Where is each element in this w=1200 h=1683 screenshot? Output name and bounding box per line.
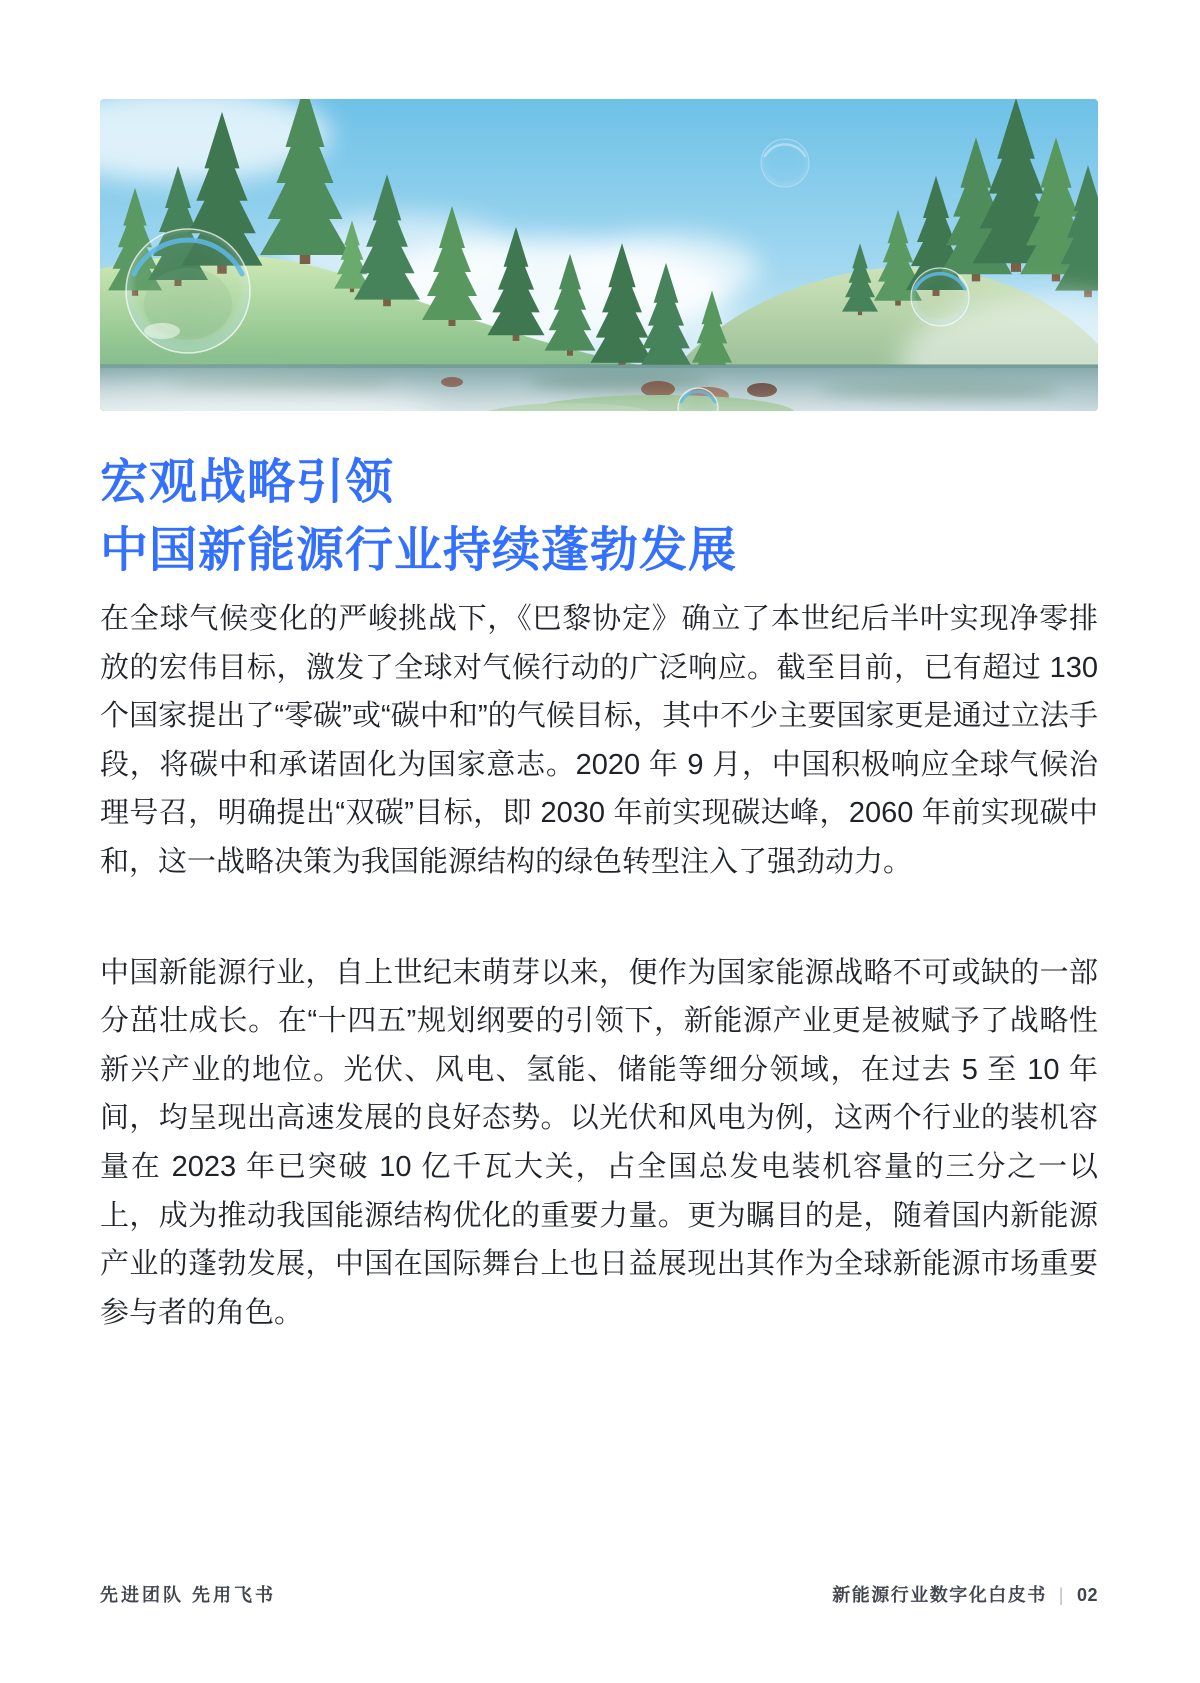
bubble-top [761,139,809,187]
page-footer [100,1581,1098,1607]
footer-slogan: 先进团队 先用飞书 [100,1585,277,1605]
footer-right [832,1581,1098,1607]
paragraph-industry-growth: 中国新能源行业，自上世纪末萌芽以来，便作为国家能源战略不可或缺的一部分茁壮成长。在“十四五”规划纲要的引领下，新能源产业更是被赋予了战略性新兴产业的地位。光伏、风电、氢能、储能等细分领域，在过去 5 至 10 年间，均呈现出高速发展的良好态势。以光伏和风电为例，这两个行业的装机容量在 2023 年已突破 10 亿千瓦大关，占全国总发电装机容量的三分之一以上，成为推动我国能源结构优化的重要力量。更为瞩目的是，随着国内新能源产业的蓬勃发展，中国在国际舞台上也日益展现出其作为全球新能源市场重要参与者的角色。 [100,956,1098,1329]
bubble-right [911,268,969,326]
article-body [100,449,1098,1337]
paragraph-climate-goals: 在全球气候变化的严峻挑战下，《巴黎协定》确立了本世纪后半叶实现净零排放的宏伟目标，激发了全球对气候行动的广泛响应。截至目前，已有超过 130 个国家提出了“零碳”或“碳中和”的气候目标，其中不少主要国家更是通过立法手段，将碳中和承诺固化为国家意志。2020 年 9 月，中国积极响应全球气候治理号召，明确提出“双碳”目标，即 2030 年前实现碳达峰，2060 年前实现碳中和，这一战略决策为我国能源结构的绿色转型注入了强劲动力。 [100,603,1098,878]
body-copy [100,595,1098,1337]
hero-image [100,99,1098,411]
footer-page-number: 02 [1076,1585,1098,1605]
page-title [100,449,1098,585]
bubble-large [126,229,250,353]
footer-separator: | [1058,1585,1065,1605]
page-title-line2: 中国新能源行业持续蓬勃发展 [100,524,738,577]
footer-doc-title: 新能源行业数字化白皮书 [832,1585,1047,1605]
landscape-illustration [100,99,1098,411]
page-title-line1: 宏观战略引领 [100,456,395,509]
